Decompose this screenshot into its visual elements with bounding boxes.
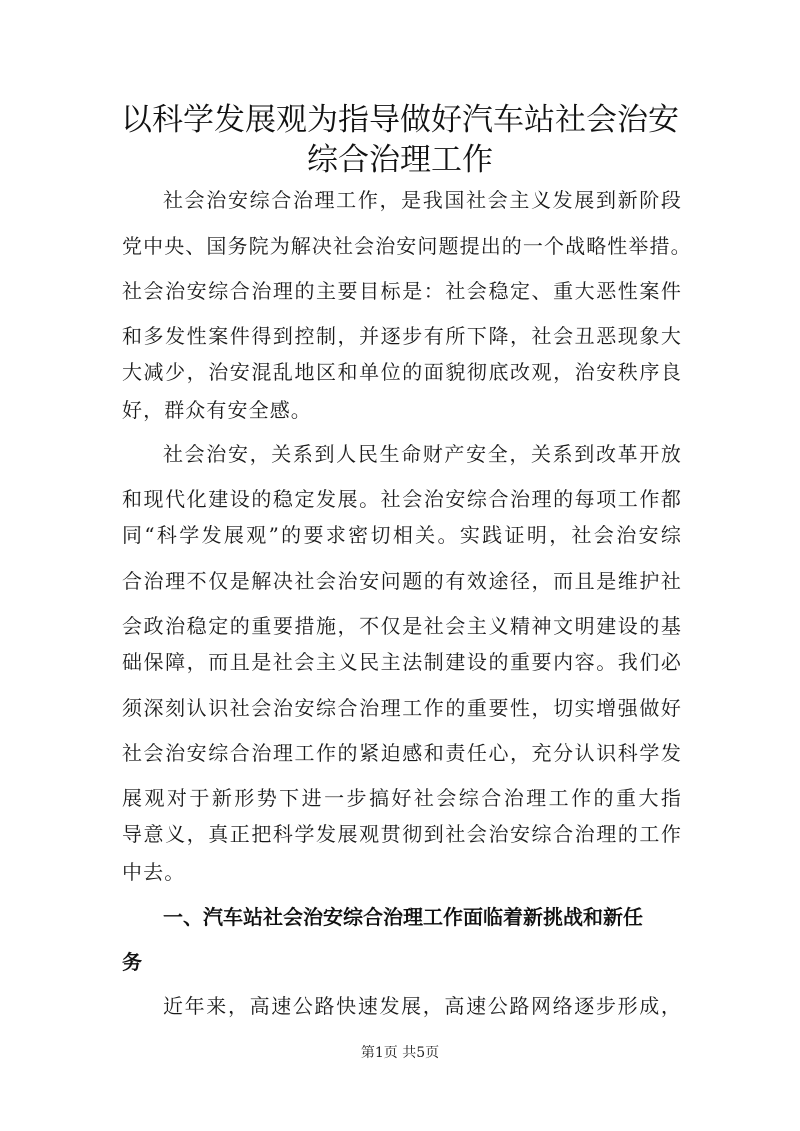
paragraph-1-line: 好，群众有安全感。 [122, 398, 312, 422]
section-1-heading-line-2: 务 [122, 950, 142, 974]
paragraph-1-line: 大减少，治安混乱地区和单位的面貌彻底改观，治安秩序良 [122, 360, 682, 384]
paragraph-2-line: 同“科学发展观”的要求密切相关。实践证明，社会治安综 [122, 523, 682, 547]
document-title-line-2: 综合治理工作 [307, 142, 493, 178]
page-footer: 第1页 共5页 [360, 1045, 440, 1061]
paragraph-2-line: 展观对于新形势下进一步搞好社会综合治理工作的重大指 [122, 786, 682, 810]
paragraph-2-line: 社会治安综合治理工作的紧迫感和责任心，充分认识科学发 [122, 741, 682, 765]
paragraph-2-line: 和现代化建设的稳定发展。社会治安综合治理的每项工作都 [122, 487, 682, 511]
paragraph-2-line: 会政治稳定的重要措施，不仅是社会主义精神文明建设的基 [122, 614, 682, 638]
section-1-heading-line-1: 一、汽车站社会治安综合治理工作面临着新挑战和新任 [163, 905, 643, 929]
paragraph-2-line: 中去。 [122, 860, 186, 884]
paragraph-2-line: 导意义，真正把科学发展观贯彻到社会治安综合治理的工作 [122, 822, 682, 846]
paragraph-2-line: 合治理不仅是解决社会治安问题的有效途径，而且是维护社 [122, 569, 682, 593]
paragraph-1-line: 社会治安综合治理的主要目标是：社会稳定、重大恶性案件 [122, 279, 682, 303]
paragraph-1-line: 社会治安综合治理工作，是我国社会主义发展到新阶段 [163, 188, 682, 212]
paragraph-1-line: 和多发性案件得到控制，并逐步有所下降，社会丑恶现象大 [122, 324, 682, 348]
paragraph-1-line: 党中央、国务院为解决社会治安问题提出的一个战略性举措。 [122, 234, 692, 258]
paragraph-2-line: 础保障，而且是社会主义民主法制建设的重要内容。我们必 [122, 650, 682, 674]
paragraph-2-line: 社会治安，关系到人民生命财产安全，关系到改革开放 [163, 442, 682, 466]
paragraph-2-line: 须深刻认识社会治安综合治理工作的重要性，切实增强做好 [122, 696, 682, 720]
document-title-line-1: 以科学发展观为指导做好汽车站社会治安 [121, 102, 679, 138]
paragraph-3-line: 近年来，高速公路快速发展，高速公路网络逐步形成， [163, 994, 682, 1018]
